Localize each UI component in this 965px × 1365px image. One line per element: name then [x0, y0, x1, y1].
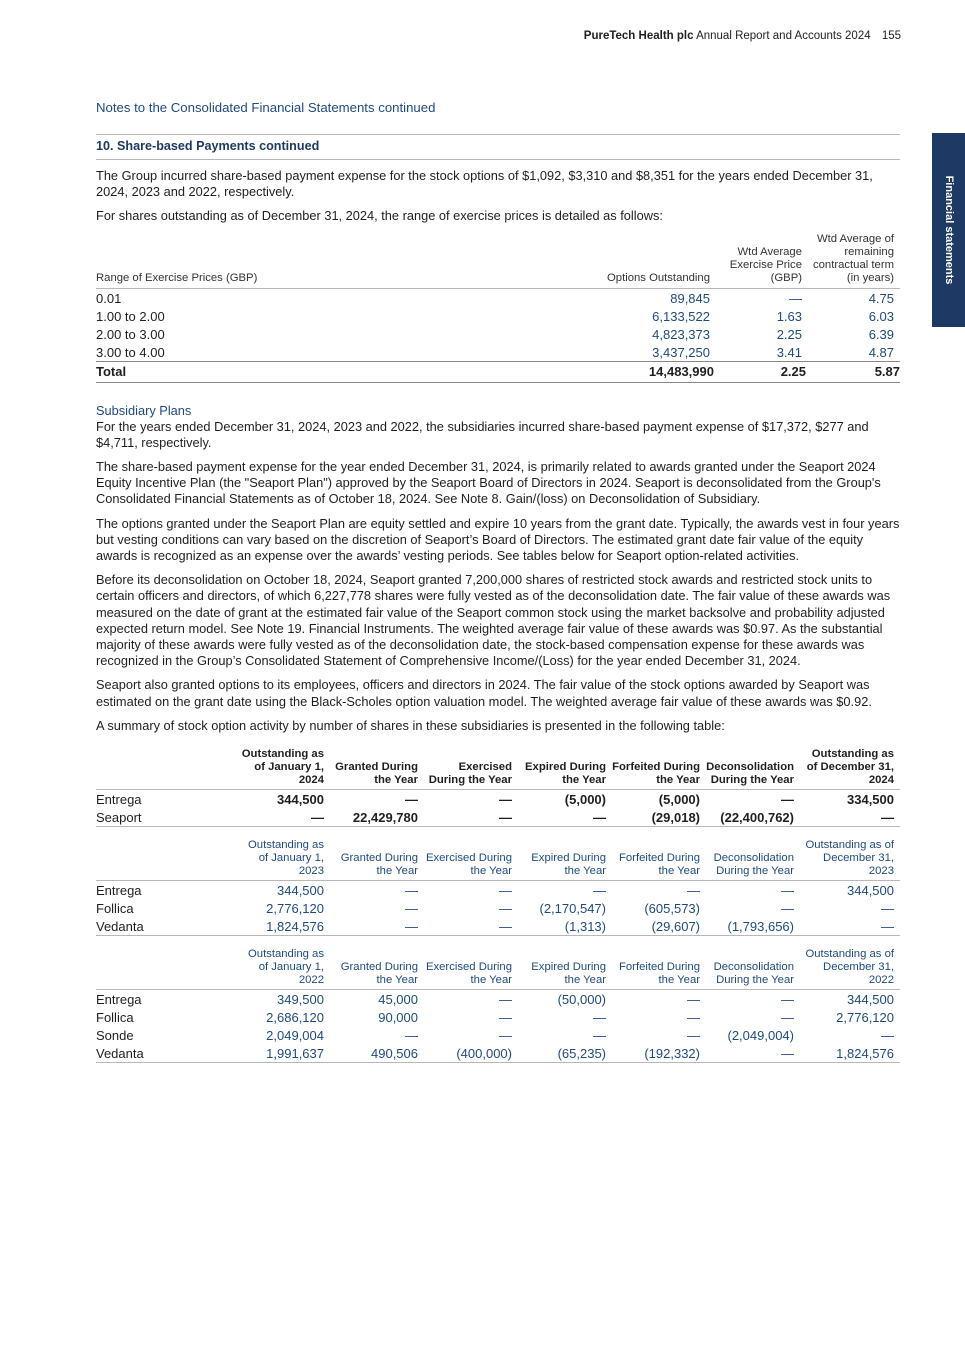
total-label: Total — [96, 361, 570, 382]
cell-value: (192,332) — [612, 1044, 706, 1063]
column-header: Range of Exercise Prices (GBP) — [96, 233, 570, 289]
cell-value: — — [706, 1044, 800, 1063]
table-row — [96, 1008, 900, 1026]
cell-value: — — [405, 883, 418, 899]
cell-value: — — [881, 1028, 894, 1044]
cell-value: 1,824,576 — [800, 1044, 900, 1063]
cell-value: — — [781, 992, 794, 1008]
column-header: Forfeited During the Year — [612, 748, 706, 790]
cell-value: (65,235) — [518, 1044, 612, 1063]
table-row — [96, 1026, 900, 1044]
paragraph: Seaport also granted options to its employees, officers and directors in 2024. The fair value of the stock options awarded by Seaport was estimated on the grant date using the Black-Scholes option valuation model. The weighted average fair value of these awards was $0.92. — [96, 677, 872, 709]
wtd-avg-price: — — [789, 290, 802, 306]
entity-name: Seaport — [96, 808, 236, 827]
cell-value: (2,049,004) — [727, 1028, 794, 1044]
entity-name: Vedanta — [96, 1044, 236, 1063]
page-content — [96, 100, 900, 1063]
cell-value: — — [499, 792, 512, 808]
column-header: Outstanding as of January 1, 2024 — [236, 748, 330, 790]
wtd-avg-price: 3.41 — [776, 344, 802, 360]
entity-name: Entrega — [96, 792, 142, 808]
cell-value: 2,049,004 — [266, 1028, 324, 1044]
cell-value: (29,018) — [612, 808, 706, 827]
paragraph: For the years ended December 31, 2024, 2023 and 2022, the subsidiaries incurred share-based payment expense of $17,372, $277 and $4,711, respectively. — [96, 418, 869, 450]
table-row — [96, 790, 900, 809]
cell-value: — — [499, 901, 512, 917]
cell-value: — — [330, 917, 424, 936]
cell-value: 1,824,576 — [236, 917, 330, 936]
cell-value: 490,506 — [330, 1044, 424, 1063]
remaining-term: 4.75 — [868, 290, 894, 306]
cell-value: (5,000) — [564, 792, 606, 808]
column-header: Granted During the Year — [330, 839, 424, 881]
cell-value: — — [687, 1010, 700, 1026]
cell-value: — — [236, 808, 330, 827]
column-header: Exercised During the Year — [424, 748, 518, 790]
wtd-avg-price: 1.63 — [776, 308, 802, 324]
options-outstanding: 89,845 — [670, 290, 710, 306]
entity-name: Follica — [96, 901, 134, 917]
table-row — [96, 990, 900, 1009]
cell-value: 22,429,780 — [330, 808, 424, 827]
cell-value: — — [593, 1028, 606, 1044]
note-title: 10. Share-based Payments continued — [96, 135, 900, 160]
column-header: Deconsolidation During the Year — [706, 948, 800, 990]
cell-value: (50,000) — [557, 992, 606, 1008]
column-header: Wtd Average of remaining contractual term (in years) — [806, 233, 900, 289]
paragraph: Before its deconsolidation on October 18, 2024, Seaport granted 7,200,000 shares of restricted stock awards and restricted stock units to certain officers and directors, of which 6,227,778 shares were fully vested as of the deconsolidation date. The fair value of these awards was measured on the date of grant at the estimated fair value of the Seaport common stock using the market backsolve and probability adjusted expected return model. See Note 19. Financial Instruments. The weighted average fair value of these awards was $0.97. As the substantial majority of these awards were fully vested as of the deconsolidation date, the stock-based compensation expense for these awards was recognized in the Group’s Consolidated Statement of Comprehensive Income/(Loss) for the year ended December 31, 2024. — [96, 572, 891, 669]
column-header: Outstanding as of December 31, 2023 — [800, 839, 900, 881]
exercise-price-range-table — [96, 233, 900, 383]
table-row — [96, 808, 900, 827]
cell-value: (1,313) — [518, 917, 612, 936]
cell-value: — — [405, 1028, 418, 1044]
stock-option-activity-table — [96, 748, 900, 1063]
cell-value: 1,991,637 — [236, 1044, 330, 1063]
table-header-row — [96, 233, 900, 289]
column-header: Outstanding as of December 31, 2022 — [800, 948, 900, 990]
cell-value: 349,500 — [277, 992, 324, 1008]
column-header: Deconsolidation During the Year — [706, 839, 800, 881]
column-header: Forfeited During the Year — [612, 839, 706, 881]
cell-value: — — [781, 792, 794, 808]
total-remaining-term: 5.87 — [806, 361, 900, 382]
column-header: Options Outstanding — [570, 233, 714, 289]
cell-value: 45,000 — [378, 992, 418, 1008]
cell-value: — — [800, 808, 900, 827]
column-header: Deconsolidation During the Year — [706, 748, 800, 790]
table-row — [96, 1044, 900, 1063]
table-header-row — [96, 948, 900, 990]
cell-value: (1,793,656) — [706, 917, 800, 936]
cell-value: — — [593, 883, 606, 899]
range-label: 0.01 — [96, 290, 122, 306]
range-label: 3.00 to 4.00 — [96, 344, 165, 360]
section-heading: Notes to the Consolidated Financial Statements continued — [96, 100, 436, 115]
table-row — [96, 917, 900, 936]
range-label: 2.00 to 3.00 — [96, 326, 165, 342]
cell-value: (605,573) — [644, 901, 700, 917]
column-header: Granted During the Year — [330, 948, 424, 990]
cell-value: — — [499, 992, 512, 1008]
cell-value: — — [518, 808, 612, 827]
cell-value: — — [687, 992, 700, 1008]
cell-value: 344,500 — [847, 992, 894, 1008]
cell-value: — — [593, 1010, 606, 1026]
entity-name: Entrega — [96, 883, 142, 899]
range-label: 1.00 to 2.00 — [96, 308, 165, 324]
cell-value: — — [687, 883, 700, 899]
column-header: Exercised During the Year — [424, 839, 518, 881]
options-outstanding: 3,437,250 — [652, 344, 710, 360]
cell-value: — — [405, 792, 418, 808]
options-outstanding: 4,823,373 — [652, 326, 710, 342]
table-row — [96, 899, 900, 917]
cell-value: 90,000 — [378, 1010, 418, 1026]
column-header: Exercised During the Year — [424, 948, 518, 990]
paragraph: A summary of stock option activity by number of shares in these subsidiaries is presented in the following table: — [96, 717, 725, 733]
cell-value: — — [781, 1010, 794, 1026]
column-header: Granted During the Year — [330, 748, 424, 790]
cell-value: — — [499, 1010, 512, 1026]
page-number: 155 — [881, 30, 901, 42]
cell-value: (22,400,762) — [706, 808, 800, 827]
cell-value: — — [424, 808, 518, 827]
options-outstanding: 6,133,522 — [652, 308, 710, 324]
subsidiary-plans-heading: Subsidiary Plans — [96, 402, 192, 418]
column-header: Outstanding as of January 1, 2023 — [236, 839, 330, 881]
cell-value: 344,500 — [277, 883, 324, 899]
cell-value: (2,170,547) — [539, 901, 606, 917]
cell-value: — — [499, 1028, 512, 1044]
cell-value: — — [781, 883, 794, 899]
cell-value: 2,686,120 — [266, 1010, 324, 1026]
cell-value: — — [687, 1028, 700, 1044]
column-header: Expired During the Year — [518, 948, 612, 990]
cell-value: (5,000) — [658, 792, 700, 808]
page-header — [584, 30, 901, 42]
entity-name: Vedanta — [96, 917, 236, 936]
cell-value: 2,776,120 — [266, 901, 324, 917]
column-header: Wtd Average Exercise Price (GBP) — [714, 233, 806, 289]
report-title: Annual Report and Accounts 2024 — [696, 30, 871, 42]
entity-name: Entrega — [96, 992, 142, 1008]
column-header: Expired During the Year — [518, 748, 612, 790]
cell-value: 344,500 — [277, 792, 324, 808]
cell-value: (400,000) — [424, 1044, 518, 1063]
remaining-term: 6.03 — [868, 308, 894, 324]
cell-value: — — [499, 883, 512, 899]
paragraph: The options granted under the Seaport Plan are equity settled and expire 10 years from the grant date. Typically, the awards vest in four years but vesting conditions can vary based on the discretion of Seaport’s Board of Directors. The estimated grant date fair value of the equity awards is recognized as an expense over the awards’ vesting periods. See tables below for Seaport option-related activities. — [96, 515, 900, 564]
column-header: Forfeited During the Year — [612, 948, 706, 990]
table-row — [96, 881, 900, 900]
table-header-row — [96, 748, 900, 790]
entity-name: Sonde — [96, 1028, 134, 1044]
entity-name: Follica — [96, 1010, 134, 1026]
paragraph: The share-based payment expense for the year ended December 31, 2024, is primarily related to awards granted under the Seaport 2024 Equity Incentive Plan (the "Seaport Plan") approved by the Seaport Board of Directors in 2024. Seaport is deconsolidated from the Group's Consolidated Financial Statements as of October 18, 2024. See Note 8. Gain/(loss) on Deconsolidation of Subsidiary. — [96, 459, 881, 507]
wtd-avg-price: 2.25 — [776, 326, 802, 342]
cell-value: — — [800, 917, 900, 936]
section-side-tab — [932, 133, 965, 327]
total-options: 14,483,990 — [570, 361, 714, 382]
cell-value: (29,607) — [612, 917, 706, 936]
cell-value: 2,776,120 — [836, 1010, 894, 1026]
total-wtd-price: 2.25 — [714, 361, 806, 382]
remaining-term: 4.87 — [868, 344, 894, 360]
cell-value: — — [881, 901, 894, 917]
table-row — [96, 307, 900, 325]
paragraph: The Group incurred share-based payment expense for the stock options of $1,092, $3,310 and $8,351 for the years ended December 31, 2024, 2023 and 2022, respectively. — [96, 168, 873, 200]
cell-value: — — [781, 901, 794, 917]
table-row — [96, 288, 900, 307]
column-header: Expired During the Year — [518, 839, 612, 881]
cell-value: — — [424, 917, 518, 936]
total-row — [96, 361, 900, 382]
paragraph: For shares outstanding as of December 31, 2024, the range of exercise prices is detailed as follows: — [96, 208, 663, 224]
remaining-term: 6.39 — [868, 326, 894, 342]
cell-value: 344,500 — [847, 883, 894, 899]
company-name: PureTech Health plc — [583, 30, 694, 42]
table-row — [96, 325, 900, 343]
cell-value: 334,500 — [847, 792, 894, 808]
column-header: Outstanding as of January 1, 2022 — [236, 948, 330, 990]
table-row — [96, 343, 900, 362]
column-header: Outstanding as of December 31, 2024 — [800, 748, 900, 790]
cell-value: — — [405, 901, 418, 917]
side-tab-label: Financial statements — [942, 175, 955, 285]
table-header-row — [96, 839, 900, 881]
